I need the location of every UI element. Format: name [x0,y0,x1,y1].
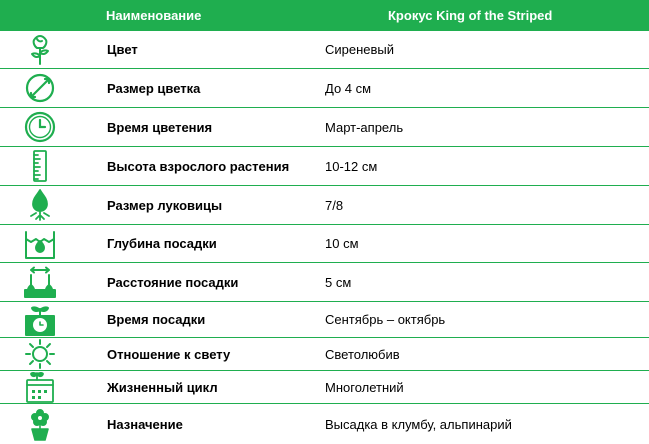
row-label: Время цветения [107,119,213,135]
table-row [0,147,649,186]
table-row [0,69,649,108]
table-row [0,31,649,69]
table-row [0,302,649,338]
ruler-icon [0,147,80,185]
row-label: Размер цветка [107,80,201,96]
planting-time-icon [0,302,80,337]
row-value: Многолетний [325,379,404,395]
row-value: Март-апрель [325,119,404,135]
row-label: Размер луковицы [107,197,223,213]
rose-icon [0,31,80,68]
header-variety-column: Крокус King of the Striped [388,8,553,23]
clock-icon [0,108,80,146]
row-label: Назначение [107,416,183,432]
row-value: 10 см [325,236,359,251]
row-label: Цвет [107,42,138,57]
row-value: 5 см [325,274,352,290]
table-row [0,371,649,404]
table-row [0,263,649,302]
row-value: Высадка в клумбу, альпинарий [325,416,512,432]
sun-icon [0,338,80,370]
planting-distance-icon [0,263,80,301]
table-row [0,108,649,147]
table-row [0,338,649,371]
calendar-icon [0,371,80,403]
row-label: Отношение к свету [107,346,231,362]
row-value: Сентябрь – октябрь [325,312,446,327]
table-row [0,404,649,444]
table-row [0,225,649,263]
row-label: Глубина посадки [107,236,217,251]
row-value: 10-12 см [325,158,378,174]
flowerpot-icon [0,404,80,444]
row-label: Жизненный цикл [107,379,218,395]
row-value: До 4 см [325,80,372,96]
table-header [0,0,649,31]
table-row [0,186,649,225]
row-label: Расстояние посадки [107,274,239,290]
row-value: 7/8 [325,197,344,213]
row-value: Светолюбив [325,346,400,362]
row-label: Время посадки [107,312,206,327]
row-label: Высота взрослого растения [107,158,290,174]
header-name-column: Наименование [106,8,202,23]
bulb-icon [0,186,80,224]
row-value: Сиреневый [325,42,395,57]
planting-depth-icon [0,225,80,262]
flower-size-icon [0,69,80,107]
